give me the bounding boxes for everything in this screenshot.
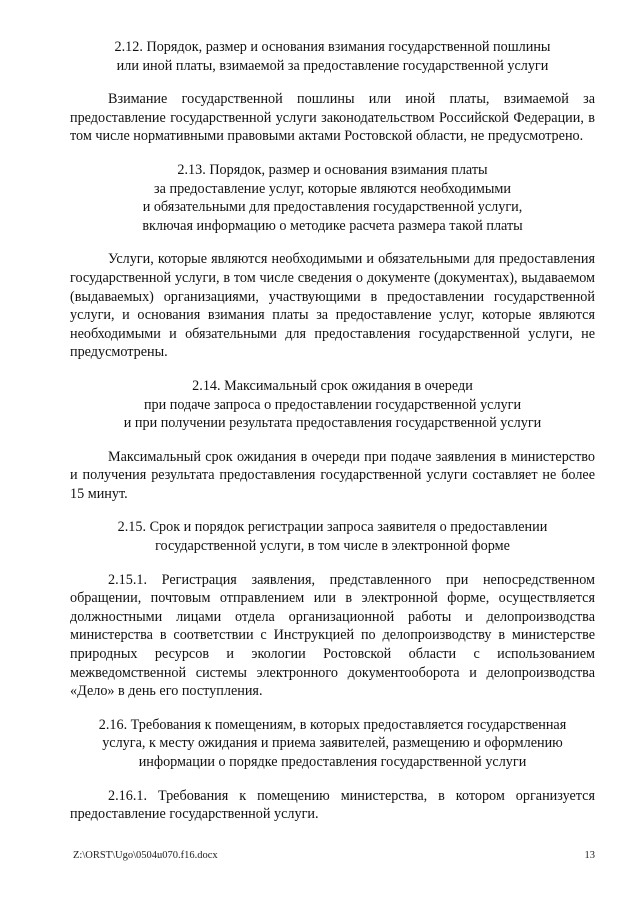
section-heading-2-15 — [70, 518, 595, 555]
heading-line: 2.15. Срок и порядок регистрации запроса заявителя о предоставлении — [117, 519, 548, 536]
section-paragraph-2-13: Услуги, которые являются необходимыми и обязательными для предоставления государственной услуги, в том числе сведения о документе (документах), выдаваемом (выдаваемых) организациями, участвующими в предоставлении государственной услуги, и основания взимания платы за предоставление услуг, которые являются необходимыми и обязательными для предоставления государственной услуги, не предусмотрены. — [70, 251, 595, 361]
section-paragraph-2-12: Взимание государственной пошлины или иной платы, взимаемой за предоставление государственной услуги законодательством Российской Федерации, в том числе нормативными правовыми актами Ростовской области, не предусмотрено. — [70, 91, 595, 145]
heading-line: и при получении результата предоставления государственной услуги — [123, 415, 542, 432]
heading-line: 2.13. Порядок, размер и основания взимания платы — [177, 161, 488, 178]
heading-line: или иной платы, взимаемой за предоставление государственной услуги — [116, 57, 549, 74]
heading-line: включая информацию о методике расчета размера такой платы — [142, 217, 523, 234]
heading-line: 2.14. Максимальный срок ожидания в очереди — [192, 377, 473, 394]
heading-line: 2.16. Требования к помещениям, в которых предоставляется государственная — [98, 716, 567, 733]
document-page — [70, 38, 595, 824]
heading-line: при подаче запроса о предоставлении государственной услуги — [143, 396, 522, 413]
heading-line: 2.12. Порядок, размер и основания взимания государственной пошлины — [114, 39, 551, 55]
heading-line: за предоставление услуг, которые являются необходимыми — [154, 180, 511, 197]
section-heading-2-14 — [70, 377, 595, 433]
page-number: 13 — [584, 850, 595, 861]
heading-line: услуга, к месту ожидания и приема заявителей, размещению и оформлению — [102, 735, 563, 752]
section-heading-2-16 — [70, 716, 595, 772]
heading-line: государственной услуги, в том числе в электронной форме — [155, 538, 510, 555]
section-paragraph-2-14: Максимальный срок ожидания в очереди при подаче заявления в министерство и получения результата предоставления государственной услуги составляет не более 15 минут. — [70, 448, 595, 502]
heading-line: информации о порядке предоставления государственной услуги — [138, 754, 527, 770]
file-path: Z:\ORST\Ugo\0504u070.f16.docx — [73, 850, 218, 861]
section-paragraph-2-15-1: 2.15.1. Регистрация заявления, представленного при непосредственном обращении, почтовым отправлением или в электронной форме, осуществляется должностными лицами отдела организационной работы и делопроизводства министерства в соответствии с Инструкцией по делопроизводству в министерстве природных ресурсов и экологии Ростовской области с использованием межведомственной системы электронного документооборота и делопроизводства «Дело» в день его поступления. — [70, 571, 595, 700]
section-heading-2-13 — [70, 161, 595, 235]
section-paragraph-2-16-1: 2.16.1. Требования к помещению министерства, в котором организуется предоставление государственной услуги. — [70, 787, 595, 823]
section-heading-2-12 — [70, 38, 595, 75]
heading-line: и обязательными для предоставления государственной услуги, — [142, 199, 523, 216]
